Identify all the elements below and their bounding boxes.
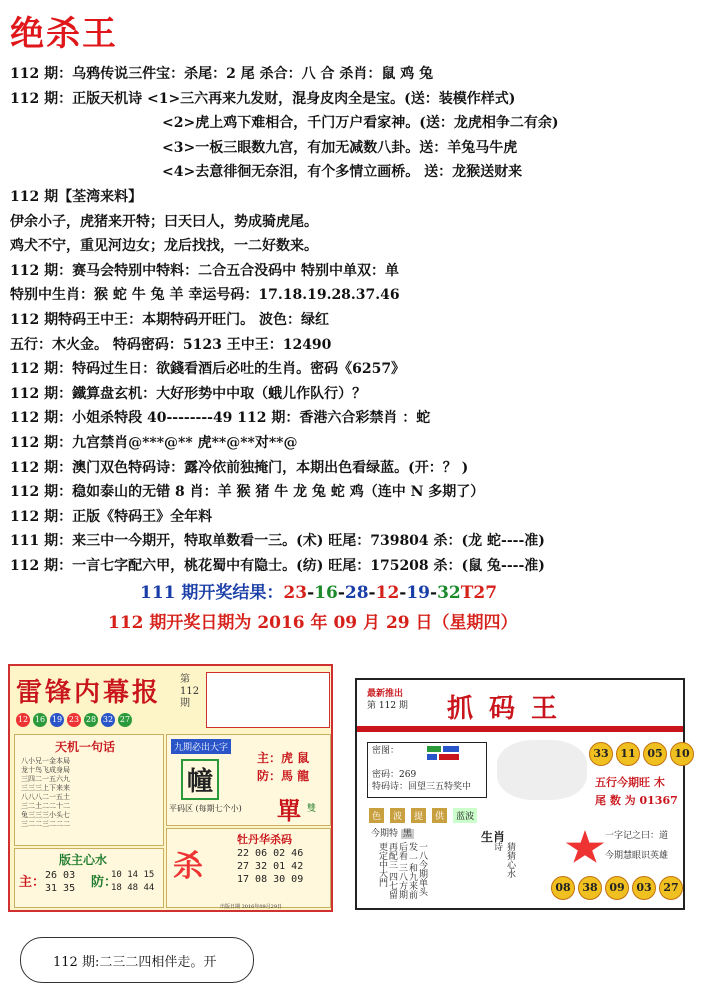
result-number: 28 bbox=[344, 583, 369, 603]
pingma-text: 平码区 bbox=[169, 804, 193, 813]
footer-date: 出版日期 2016年09月29日 bbox=[220, 904, 283, 910]
note-line: 尾 数 为 01367 bbox=[595, 794, 678, 807]
number-ball: 12 bbox=[16, 713, 30, 727]
number-ball: 11 bbox=[616, 742, 640, 766]
issue-number: 第 112 期 bbox=[180, 674, 200, 709]
tema-text: 特码诗：回望三五特奖中 bbox=[372, 782, 472, 792]
tag-issue: 第 112 期 bbox=[367, 701, 408, 711]
number-ball: 27 bbox=[659, 876, 683, 900]
jiuqi-panel bbox=[166, 734, 331, 826]
tianji-panel bbox=[14, 734, 164, 846]
jinqi-text: 今期特 bbox=[371, 829, 399, 839]
text-line: <3>一板三眼数九宫，有加无减数八卦。送：羊兔马牛虎 bbox=[162, 139, 518, 156]
fang-animals: 防：馬 龍 bbox=[257, 769, 310, 783]
text-line: 112 期特码王中王：本期特码开旺门。 波色：绿红 bbox=[10, 311, 329, 328]
number-ball: 08 bbox=[551, 876, 575, 900]
wuxing-note bbox=[595, 774, 678, 810]
shengxiao-label: 生肖 bbox=[481, 830, 506, 844]
cloud-callout bbox=[20, 937, 254, 983]
number-ball: 09 bbox=[605, 876, 629, 900]
yizi-label: 一字记之曰：道 bbox=[605, 831, 669, 841]
text-line: 112 期：正版《特码王》全年料 bbox=[10, 508, 213, 525]
number-ball: 28 bbox=[84, 713, 98, 727]
mudan-numbers: 22 06 02 46 27 32 01 42 17 08 30 09 bbox=[237, 848, 304, 885]
text-line: <2>虎上鸡下难相合，千门万户看家神。(送：龙虎相争二有余) bbox=[162, 115, 559, 132]
cloud-text: 112 期:二三二四相伴走。开 bbox=[53, 955, 217, 970]
pingma-label bbox=[169, 803, 242, 814]
ball-row bbox=[16, 712, 132, 728]
fang-numbers: 10 14 15 18 48 44 bbox=[111, 870, 155, 893]
zhuama-newspaper-image bbox=[355, 678, 690, 910]
zhu-label: 主： bbox=[19, 875, 46, 890]
number-ball: 33 bbox=[589, 742, 613, 766]
jinqi-label bbox=[371, 826, 414, 839]
text-line: 特别中生肖：猴 蛇 牛 兔 羊 幸运号码：17.18.19.28.37.46 bbox=[10, 287, 400, 304]
text-line: 112 期：正版天机诗 <1>三六再来九发财，混身皮肉全是宝。(送：装模作样式) bbox=[10, 90, 516, 107]
number-ball: 23 bbox=[67, 713, 81, 727]
text-line: 112 期：鐵算盘玄机：大好形势中中取（蛾儿作队行）？ bbox=[10, 385, 367, 402]
number-ball: 32 bbox=[101, 713, 115, 727]
danshuang-small: 雙 bbox=[307, 804, 317, 814]
sage-illustration bbox=[497, 740, 587, 800]
number-ball: 05 bbox=[643, 742, 667, 766]
draw-result: 111 期开奖结果：23-16-28-12-19-32T27 bbox=[140, 583, 498, 603]
text-line: 112 期：一言七字配六甲，桃花蜀中有隐士。(纺) 旺尾：175208 杀：(鼠 兔----准) bbox=[10, 557, 545, 574]
tab-label: 色 bbox=[369, 808, 384, 823]
text-line: 112 期：特码过生日：欲錢看酒后必吐的生肖。密码《6257》 bbox=[10, 361, 406, 378]
mudan-panel bbox=[166, 828, 331, 908]
code-graphic bbox=[427, 746, 461, 766]
panel-row: 三二土二二十二 bbox=[21, 802, 70, 810]
tag-new: 最新推出 bbox=[367, 689, 404, 699]
panel-title: 九期必出大字 bbox=[171, 739, 231, 754]
top-ball-row bbox=[589, 742, 694, 766]
mi-label: 密图： bbox=[372, 746, 400, 756]
text-line: 五行：木火金。 特码密码：5123 王中王：12490 bbox=[10, 336, 332, 353]
result-number: T27 bbox=[460, 583, 498, 603]
kill-char: 杀 bbox=[173, 849, 203, 884]
paper-tags bbox=[367, 688, 408, 712]
mima-text: 密码：269 bbox=[372, 770, 417, 780]
paper-title: 抓码王 bbox=[447, 694, 574, 724]
zhu-animals: 主：虎 鼠 bbox=[257, 751, 310, 765]
result-number: 12 bbox=[375, 583, 400, 603]
text-line: 112 期：乌鸦传说三件宝：杀尾：2 尾 杀合：八 合 杀肖：鼠 鸡 兔 bbox=[10, 66, 434, 82]
tab-label: 波 bbox=[390, 808, 405, 823]
jinqi-value: 黑 bbox=[402, 829, 412, 839]
bottom-ball-row bbox=[551, 876, 683, 900]
blank-box bbox=[206, 672, 330, 728]
tab-label: 供 bbox=[432, 808, 447, 823]
newspaper-title: 雷锋内幕报 bbox=[16, 678, 162, 708]
tab-row bbox=[369, 808, 477, 823]
poem-label: 猜猜心水诗 bbox=[492, 842, 515, 878]
tab-extra: 蓝波 bbox=[453, 808, 477, 823]
number-ball: 16 bbox=[33, 713, 47, 727]
prediction-lines bbox=[10, 62, 700, 578]
number-ball: 19 bbox=[50, 713, 64, 727]
panel-title: 牡丹华杀码 bbox=[237, 833, 292, 846]
banzhu-panel bbox=[14, 848, 164, 908]
panel-row: 三二二三二二二 bbox=[21, 820, 70, 828]
zhu-numbers: 26 03 31 35 bbox=[45, 870, 76, 894]
panel-text bbox=[21, 757, 70, 829]
text-line: 112 期：小姐杀特段 40--------49 112 期：香港六合彩禁肖 ：蛇 bbox=[10, 410, 431, 427]
number-ball: 10 bbox=[670, 742, 694, 766]
text-line: 112 期：赛马会特别中特料：二合五合没码中 特别中单双：单 bbox=[10, 262, 399, 279]
star-graphic bbox=[565, 830, 605, 866]
panel-row: 三四二一五六九 bbox=[21, 775, 70, 783]
panel-row: 八八八二一五土 bbox=[21, 793, 70, 801]
number-ball: 03 bbox=[632, 876, 656, 900]
fang-label: 防： bbox=[91, 875, 118, 890]
pingma-note: (每期七个小) bbox=[195, 804, 242, 813]
panel-row: 兔三三三小头七 bbox=[21, 811, 70, 819]
side-label: 今期慧眼识英雄 bbox=[605, 851, 669, 861]
number-ball: 38 bbox=[578, 876, 602, 900]
result-number: 19 bbox=[406, 583, 431, 603]
leifeng-newspaper-image bbox=[8, 664, 333, 912]
panel-row: 三三三上下来来 bbox=[21, 784, 70, 792]
panel-title: 天机一句话 bbox=[55, 740, 116, 754]
danshuang-char: 單 bbox=[277, 796, 301, 825]
draw-date: 112 期开奖日期为 2016 年 09 月 29 日（星期四） bbox=[108, 613, 518, 633]
text-line: 112 期【荃湾来料】 bbox=[10, 188, 143, 205]
text-line: 112 期：澳门双色特码诗：露冷依前独掩门，本期出色看绿蓝。(开：？ ) bbox=[10, 459, 469, 476]
result-number: 23 bbox=[283, 583, 308, 603]
tab-label: 提 bbox=[411, 808, 426, 823]
text-line: 111 期：来三中一今期开，特取单数看一三。(术) 旺尾：739804 杀：(龙 蛇----准) bbox=[10, 533, 545, 550]
result-label: 111 期开奖结果： bbox=[140, 583, 284, 603]
panel-row: 龙十鸟飞成身局 bbox=[21, 766, 70, 774]
number-ball: 27 bbox=[118, 713, 132, 727]
text-line: 112 期：九宫禁肖@***@** 虎**@**对**@ bbox=[10, 434, 298, 451]
panel-row: 八小兄一金本局 bbox=[21, 757, 70, 765]
red-divider bbox=[357, 726, 683, 732]
text-line: <4>去意徘徊无奈泪，有个多情立画桥。 送：龙猴送财来 bbox=[162, 164, 523, 181]
text-line: 伊余小子，虎猪来开特；曰天曰人，势成骑虎尾。 bbox=[10, 213, 318, 230]
text-line: 112 期：稳如泰山的无错 8 肖：羊 猴 猪 牛 龙 兔 蛇 鸡（连中 N 多期了） bbox=[10, 484, 485, 501]
page-title: 绝杀王 bbox=[10, 14, 118, 54]
result-number: 32 bbox=[437, 583, 461, 603]
result-number: 16 bbox=[314, 583, 338, 603]
big-character: 幢 bbox=[181, 759, 219, 800]
poem-columns: 一八今期单头发 一和九来前后看 三八方期再配三 四七留更定中大門 bbox=[377, 842, 427, 899]
note-line: 五行今期旺 木 bbox=[595, 776, 665, 789]
text-line: 鸡犬不宁，重见河边女；龙后找找，一二好数来。 bbox=[10, 238, 318, 255]
panel-title: 版主心水 bbox=[59, 853, 108, 867]
